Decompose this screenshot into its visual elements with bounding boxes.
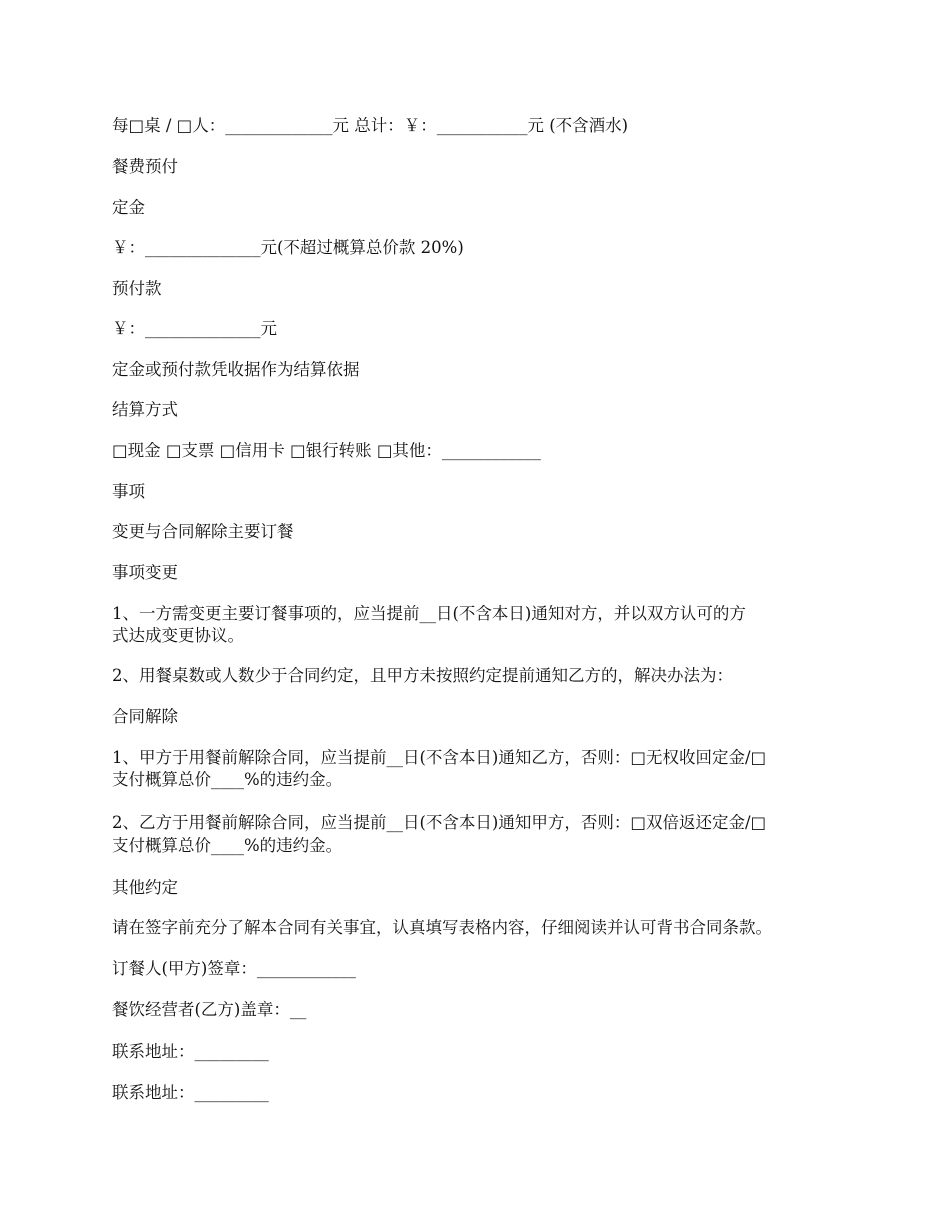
heading-prepayment: 餐费预付 (112, 157, 178, 176)
label-advance-payment: 预付款 (112, 279, 162, 298)
termination-clause-2-cont: 支付概算总价____%的违约金。 (112, 836, 343, 855)
heading-matters: 事项 (112, 482, 145, 501)
heading-settlement-method: 结算方式 (112, 400, 178, 419)
receipt-note: 定金或预付款凭收据作为结算依据 (112, 360, 360, 379)
label-deposit: 定金 (112, 198, 145, 217)
address-line-1: 联系地址：_________ (112, 1042, 269, 1061)
address-line-2: 联系地址：_________ (112, 1083, 269, 1102)
deposit-amount-line: ￥：______________元(不超过概算总价款 20%) (112, 238, 464, 257)
heading-change-termination: 变更与合同解除主要订餐 (112, 522, 294, 541)
change-clause-1-cont: 式达成变更协议。 (112, 626, 244, 645)
change-clause-2: 2、用餐桌数或人数少于合同约定，且甲方未按照约定提前通知乙方的，解决办法为： (112, 666, 733, 685)
termination-clause-2: 2、乙方于用餐前解除合同，应当提前__日(不含本日)通知甲方，否则：□双倍返还定金/□ (112, 813, 767, 832)
signing-notice: 请在签字前充分了解本合同有关事宜，认真填写表格内容，仔细阅读并认可背书合同条款。 (112, 918, 772, 937)
heading-matter-change: 事项变更 (112, 563, 178, 582)
price-per-table-line: 每□桌 / □人：_____________元 总计：￥：___________元 (不含酒水) (112, 116, 629, 135)
change-clause-1: 1、一方需变更主要订餐事项的，应当提前__日(不含本日)通知对方，并以双方认可的方 (112, 604, 746, 623)
settlement-options-line: □现金 □支票 □信用卡 □银行转账 □其他：____________ (112, 441, 541, 460)
party-b-seal-line: 餐饮经营者(乙方)盖章：__ (112, 1000, 307, 1019)
advance-amount-line: ￥：______________元 (112, 319, 277, 338)
heading-termination: 合同解除 (112, 707, 178, 726)
termination-clause-1-cont: 支付概算总价____%的违约金。 (112, 770, 343, 789)
party-a-signature-line: 订餐人(甲方)签章：____________ (112, 959, 356, 978)
heading-other-agreements: 其他约定 (112, 878, 178, 897)
termination-clause-1: 1、甲方于用餐前解除合同，应当提前__日(不含本日)通知乙方，否则：□无权收回定金/□ (112, 748, 767, 767)
